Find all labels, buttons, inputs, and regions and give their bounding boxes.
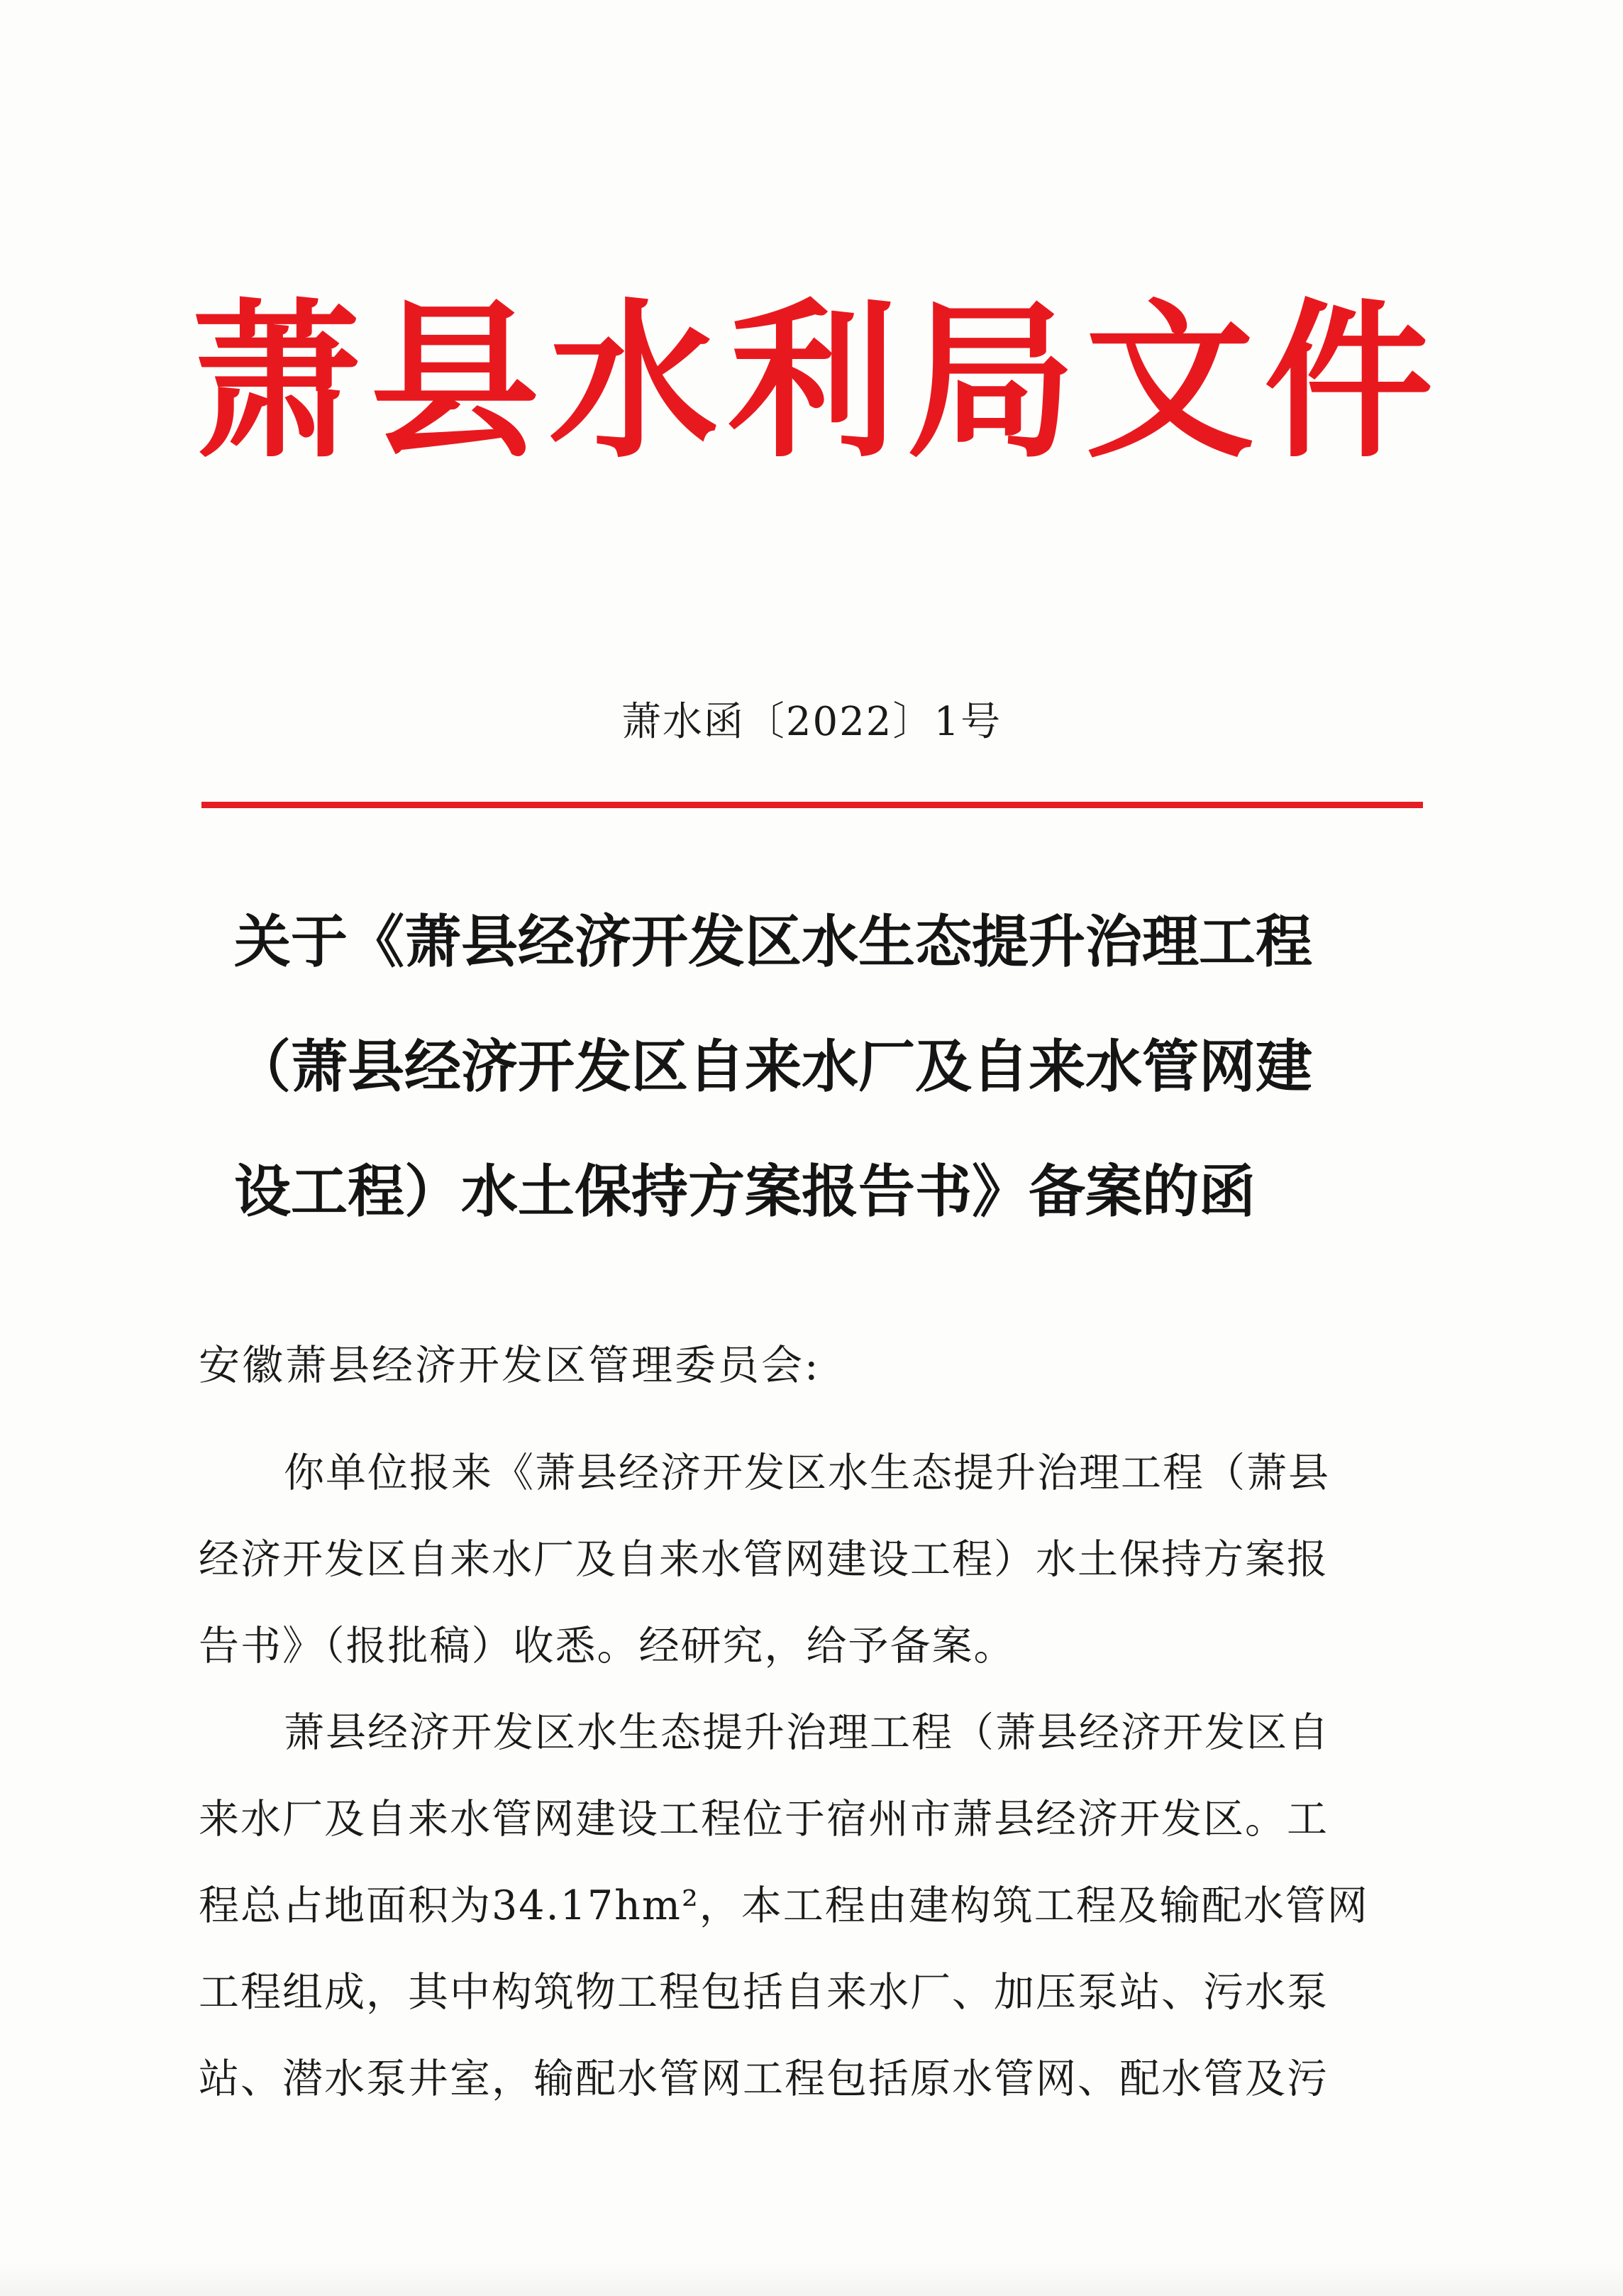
subject-line: （萧县经济开发区自来水厂及自来水管网建: [234, 1034, 1312, 1100]
addressee: 安徽萧县经济开发区管理委员会:: [199, 1341, 821, 1389]
red-divider-line: [201, 802, 1423, 808]
document-body: [199, 1430, 1419, 2122]
document-number: 萧水函〔2022〕1号: [621, 699, 1002, 745]
body-line: 程总占地面积为34.17hm²，本工程由建构筑工程及输配水管网: [199, 1882, 1369, 1929]
body-line: 来水厂及自来水管网建设工程位于宿州市萧县经济开发区。工: [199, 1796, 1329, 1843]
body-line: 你单位报来《萧县经济开发区水生态提升治理工程（萧县: [284, 1450, 1330, 1496]
subject-line: 关于《萧县经济开发区水生态提升治理工程: [234, 909, 1312, 975]
body-line: 站、潜水泵井室，输配水管网工程包括原水管网、配水管及污: [199, 2055, 1329, 2102]
document-header-title: 萧县水利局文件: [192, 283, 1443, 481]
body-line: 萧县经济开发区水生态提升治理工程（萧县经济开发区自: [284, 1709, 1330, 1756]
document-subject: [234, 880, 1440, 1254]
body-line: 工程组成，其中构筑物工程包括自来水厂、加压泵站、污水泵: [199, 1969, 1329, 2016]
scan-edge-shadow: [0, 2263, 1623, 2296]
body-line: 告书》（报批稿）收悉。经研究，给予备案。: [199, 1623, 1016, 1669]
body-line: 经济开发区自来水厂及自来水管网建设工程）水土保持方案报: [199, 1536, 1329, 1583]
subject-line: 设工程）水土保持方案报告书》备案的函: [234, 1159, 1256, 1225]
